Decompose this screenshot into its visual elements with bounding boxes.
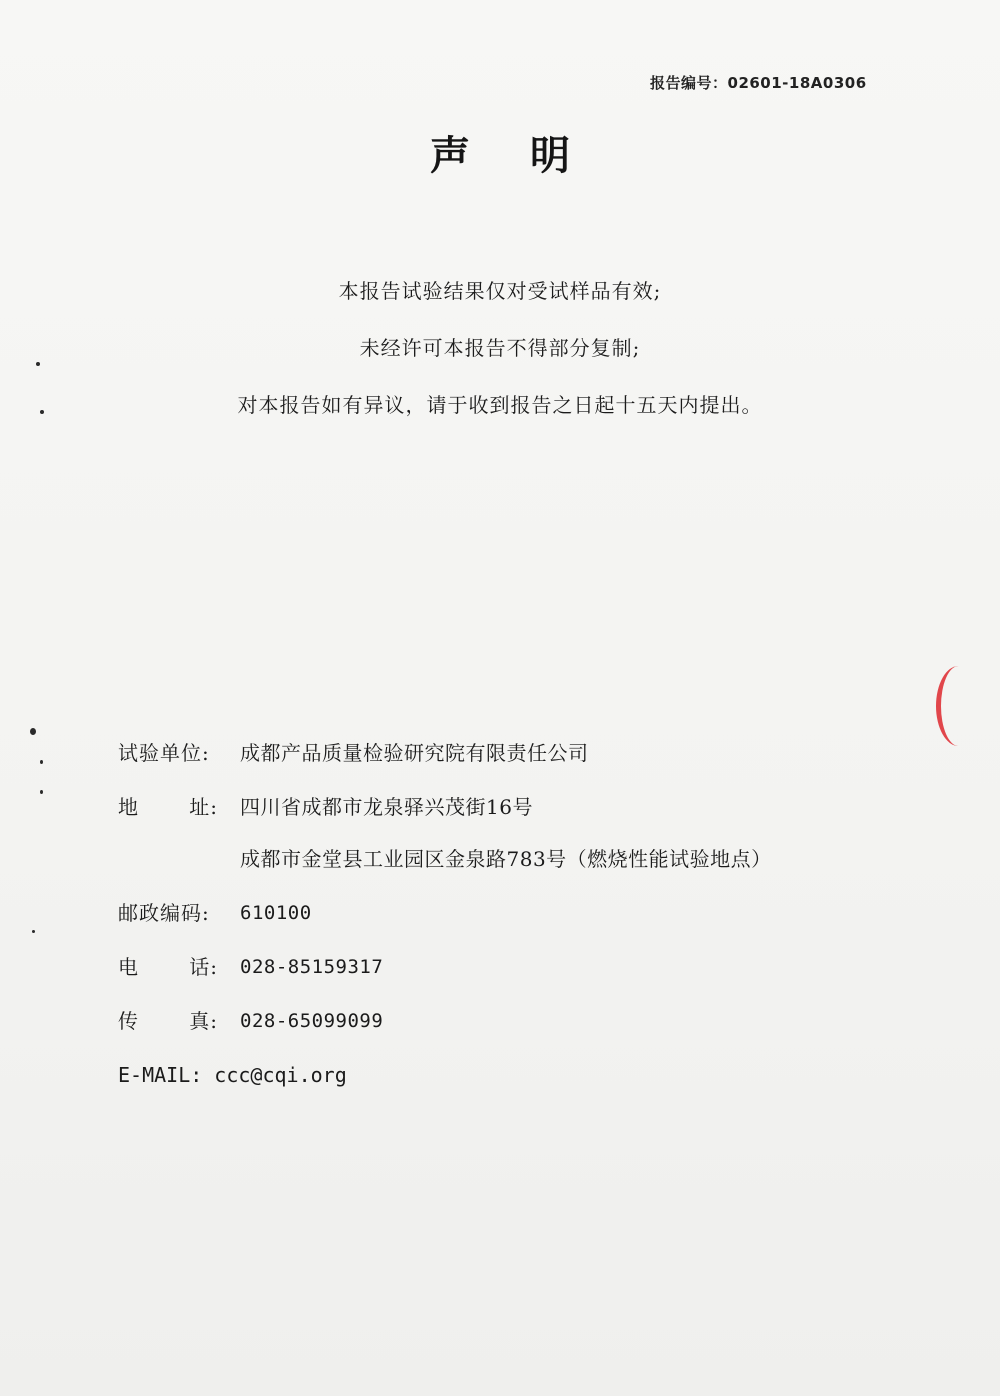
- fax-label-part2: 真:: [189, 1009, 218, 1033]
- statement-copy: 未经许可本报告不得部分复制;: [359, 336, 641, 360]
- scan-speck: [40, 410, 44, 414]
- statement-objection: 对本报告如有异议，请于收到报告之日起十五天内提出。: [237, 393, 763, 417]
- contact-info: [118, 740, 898, 1088]
- address-label: [118, 794, 218, 820]
- page-title: 声明: [430, 133, 630, 179]
- address-value-1: 四川省成都市龙泉驿兴茂街16号: [240, 795, 533, 819]
- email-label: E-MAIL:: [118, 1063, 203, 1087]
- address-row-2: [118, 846, 898, 872]
- postcode-label: 邮政编码:: [118, 901, 210, 925]
- address-value-2: 成都市金堂县工业园区金泉路783号（燃烧性能试验地点）: [240, 847, 772, 871]
- scan-speck: [32, 930, 35, 933]
- postcode-row: [118, 900, 898, 926]
- stamp-edge-mark: [936, 666, 981, 746]
- statement-list: [0, 278, 1000, 449]
- address-spacer: [118, 846, 240, 872]
- fax-value: 028-65099099: [240, 1010, 384, 1032]
- fax-label-part1: 传: [118, 1009, 139, 1033]
- phone-label-part1: 电: [118, 955, 139, 979]
- address-row: [118, 794, 898, 820]
- statement-validity: 本报告试验结果仅对受试样品有效;: [338, 279, 662, 303]
- postcode-value: 610100: [240, 902, 312, 924]
- email-row: [118, 1062, 898, 1088]
- scan-speck: [40, 790, 43, 794]
- unit-label: 试验单位:: [118, 741, 210, 765]
- unit-value: 成都产品质量检验研究院有限责任公司: [240, 741, 589, 765]
- scan-speck: [30, 728, 36, 735]
- address-label-part2: 址:: [189, 795, 218, 819]
- fax-label: [118, 1008, 218, 1034]
- scan-speck: [36, 362, 40, 366]
- unit-row: [118, 740, 898, 766]
- scan-speck: [40, 760, 43, 764]
- phone-value: 028-85159317: [240, 956, 384, 978]
- report-number: 报告编号：02601-18A0306: [650, 74, 867, 92]
- address-label-part1: 地: [118, 795, 139, 819]
- fax-row: [118, 1008, 898, 1034]
- phone-label-part2: 话:: [189, 955, 218, 979]
- phone-label: [118, 954, 218, 980]
- phone-row: [118, 954, 898, 980]
- email-value: ccc@cqi.org: [214, 1063, 347, 1087]
